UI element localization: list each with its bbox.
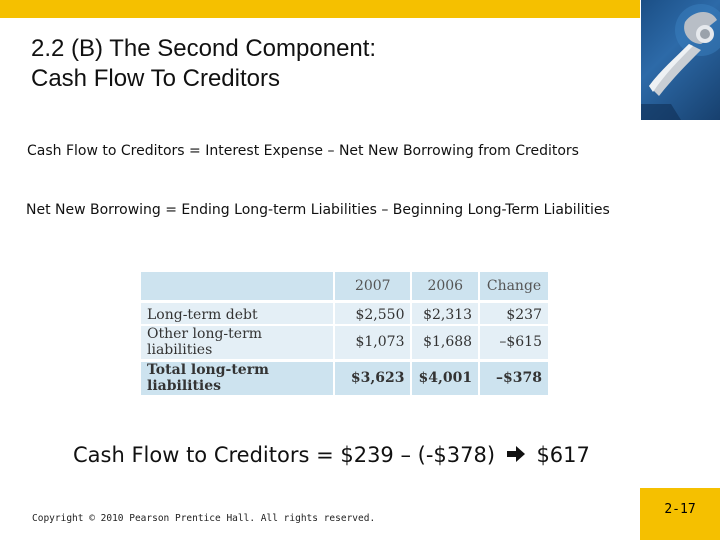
wrench-icon [641, 0, 720, 120]
page-number: 2-17 [664, 502, 696, 517]
row-label: Long-term debt [140, 302, 334, 325]
arrow-right-icon [506, 444, 526, 468]
liabilities-table [139, 270, 550, 397]
table-row [140, 325, 549, 361]
value-2006: $1,688 [411, 325, 479, 361]
header-cell-2006: 2006 [411, 271, 479, 302]
net-borrowing-formula: Net New Borrowing = Ending Long-term Liabilities – Beginning Long-Term Liabilities [26, 202, 610, 218]
row-label: Other long-term liabilities [140, 325, 334, 361]
wrench-logo-image [641, 0, 720, 120]
value-2006: $4,001 [411, 360, 479, 396]
page-number-box [640, 488, 720, 540]
table-row [140, 302, 549, 325]
result-left: Cash Flow to Creditors = $239 – (-$378) [73, 443, 496, 467]
value-2007: $3,623 [334, 360, 411, 396]
copyright-notice: Copyright © 2010 Pearson Prentice Hall. All rights reserved. [32, 513, 376, 524]
value-change: –$615 [479, 325, 549, 361]
header-cell-empty [140, 271, 334, 302]
result-right: $617 [536, 443, 590, 467]
value-2006: $2,313 [411, 302, 479, 325]
cash-flow-formula: Cash Flow to Creditors = Interest Expense – Net New Borrowing from Creditors [27, 143, 579, 159]
result-equation [73, 443, 590, 468]
value-change: –$378 [479, 360, 549, 396]
top-accent-bar [0, 0, 640, 18]
value-2007: $2,550 [334, 302, 411, 325]
table-header-row [140, 271, 549, 302]
header-cell-change: Change [479, 271, 549, 302]
value-change: $237 [479, 302, 549, 325]
row-label: Total long-term liabilities [140, 360, 334, 396]
title-line-1: 2.2 (B) The Second Component: [31, 35, 377, 62]
value-2007: $1,073 [334, 325, 411, 361]
table-total-row [140, 360, 549, 396]
slide-title [31, 34, 631, 94]
title-line-2: Cash Flow To Creditors [31, 65, 280, 92]
header-cell-2007: 2007 [334, 271, 411, 302]
